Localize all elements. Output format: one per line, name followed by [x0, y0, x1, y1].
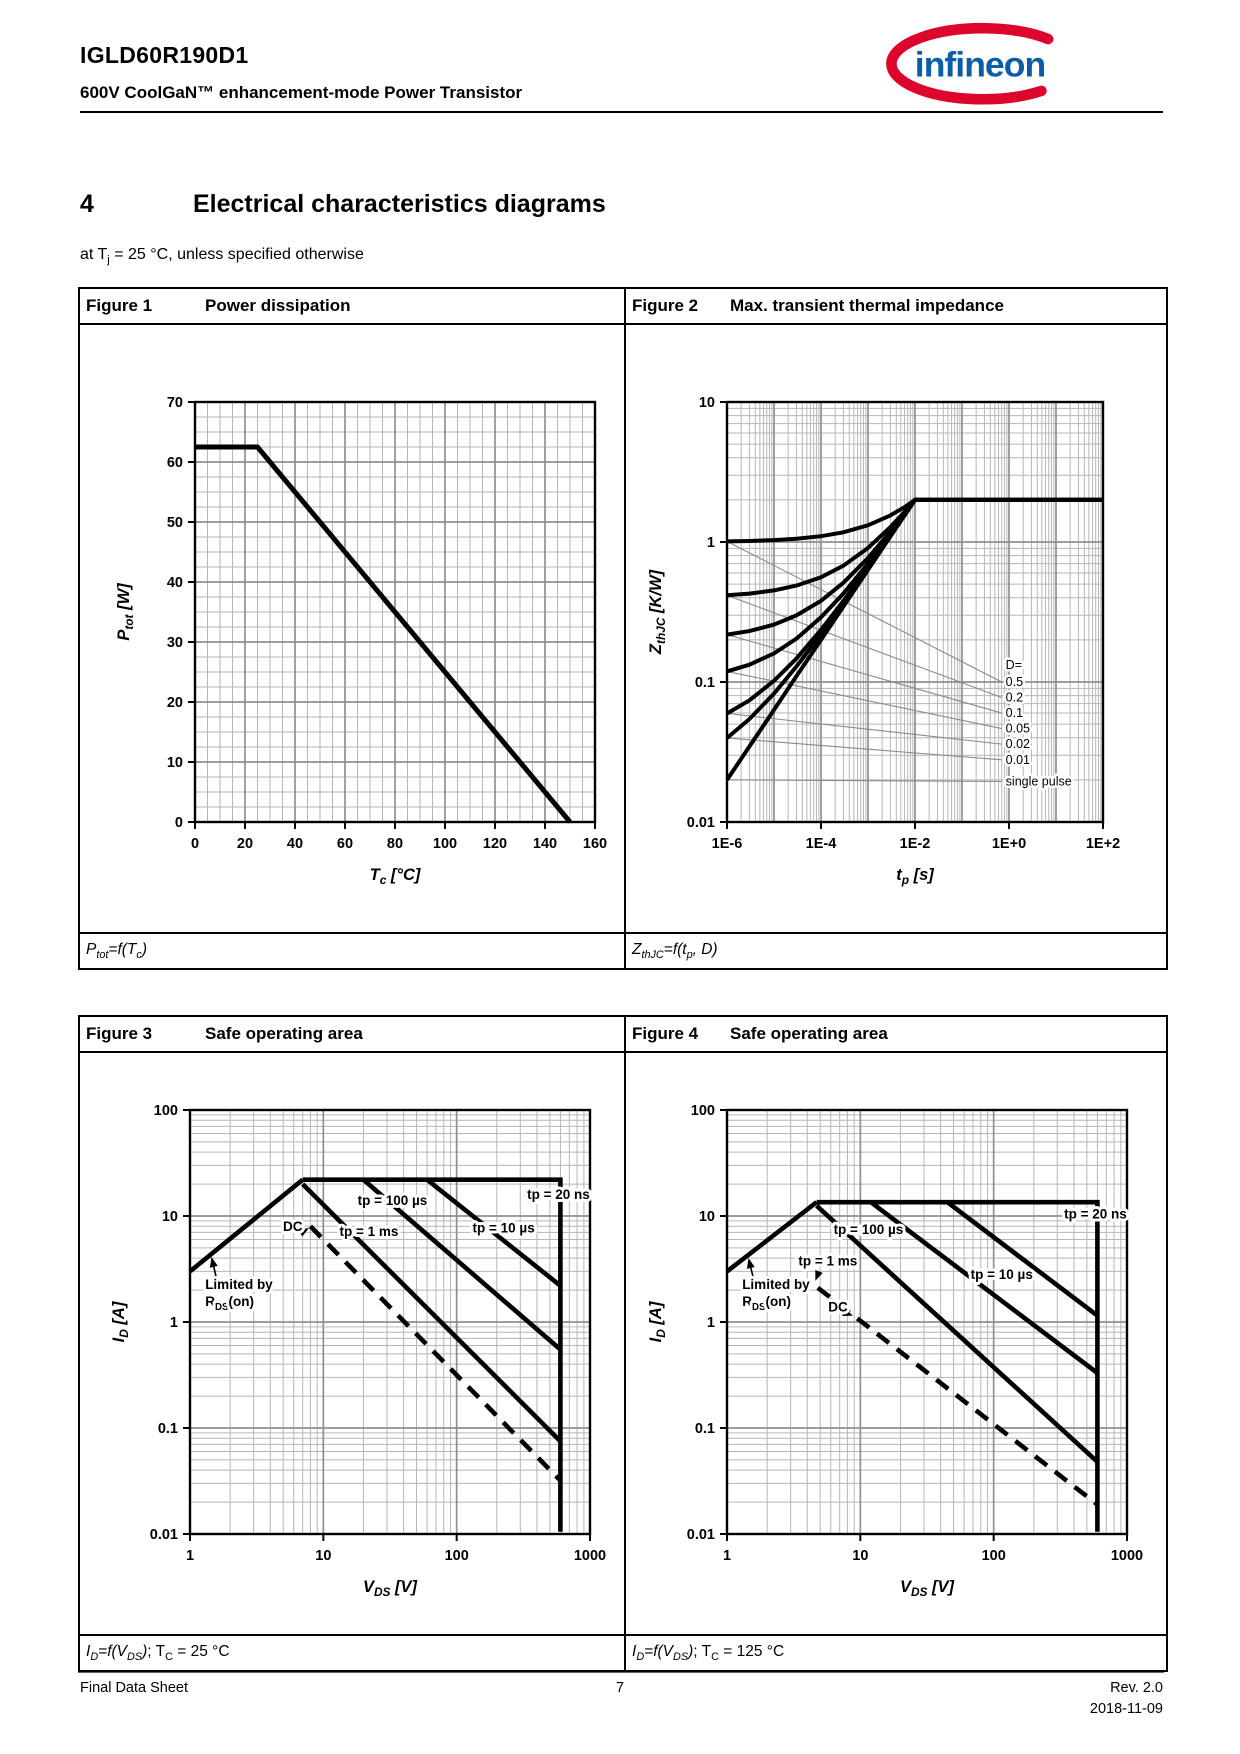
svg-text:20: 20 [166, 695, 183, 711]
svg-text:140: 140 [532, 836, 558, 852]
svg-text:20: 20 [236, 836, 254, 852]
svg-text:80: 80 [386, 836, 404, 852]
svg-text:100: 100 [690, 1103, 715, 1119]
product-subtitle: 600V CoolGaN™ enhancement-mode Power Transistor [80, 83, 523, 102]
svg-text:tp = 1 ms: tp = 1 ms [798, 1253, 858, 1269]
svg-text:100: 100 [444, 1548, 469, 1564]
svg-text:50: 50 [166, 515, 183, 531]
svg-text:1: 1 [185, 1548, 195, 1564]
svg-text:1E-6: 1E-6 [711, 836, 743, 852]
svg-text:DC: DC [828, 1299, 848, 1315]
svg-text:70: 70 [166, 395, 183, 411]
svg-text:60: 60 [166, 455, 183, 471]
figure2-caption-formula: $Z_{thJC}=f(t_p$, D) [632, 941, 718, 962]
svg-text:tp = 10 µs: tp = 10 µs [472, 1220, 535, 1236]
soa-25c-chart [80, 1049, 620, 1630]
svg-text:1000: 1000 [1110, 1548, 1144, 1564]
svg-text:60: 60 [336, 836, 354, 852]
svg-text:single pulse: single pulse [1005, 774, 1072, 789]
soa-125c-chart [624, 1049, 1162, 1630]
section-title: Electrical characteristics diagrams [193, 190, 606, 218]
caption-row-rule [80, 932, 1166, 934]
svg-text:1: 1 [722, 1548, 732, 1564]
section-condition: at $T_j = 25$ °C, unless specified otherwise [80, 246, 364, 267]
caption-row-rule [80, 1634, 1166, 1636]
svg-text:10: 10 [698, 395, 715, 411]
svg-text:0.01: 0.01 [686, 815, 715, 831]
svg-text:120: 120 [482, 836, 508, 852]
footer-doc-type: Final Data Sheet [80, 1680, 189, 1696]
svg-text:VDS [V]: $V_{DS}$ [V] [362, 1578, 418, 1599]
svg-text:100: 100 [153, 1103, 178, 1119]
svg-text:ID [A]: $I_D$ [A] [110, 1301, 131, 1343]
svg-text:0: 0 [190, 836, 200, 852]
figure3-caption-formula: $I_D=f(V_{DS})$ [86, 1643, 148, 1664]
svg-text:0.5: 0.5 [1005, 675, 1024, 689]
svg-text:10: 10 [852, 1548, 869, 1564]
section-number: 4 [80, 190, 94, 218]
svg-text:0.1: 0.1 [1005, 706, 1024, 721]
svg-text:DC: DC [283, 1219, 303, 1235]
svg-text:10: 10 [166, 755, 183, 771]
svg-text:tp [s]: $t_p$ [s] [896, 866, 934, 887]
svg-text:1E-4: 1E-4 [805, 836, 837, 852]
svg-text:100: 100 [981, 1548, 1006, 1564]
svg-text:Tc [°C]: $T_c$ [°C] [369, 866, 421, 887]
footer-page-number: 7 [615, 1680, 625, 1696]
svg-text:40: 40 [166, 575, 183, 591]
svg-text:tp = 10 µs: tp = 10 µs [970, 1266, 1033, 1282]
svg-text:0.01: 0.01 [149, 1527, 178, 1543]
svg-text:tp = 100 µs: tp = 100 µs [357, 1192, 428, 1208]
figure4-caption: $I_D=f(V_{DS})$; $T_C = 125$ °C [632, 1643, 785, 1664]
svg-text:1: 1 [169, 1315, 178, 1331]
figure3-caption: $I_D=f(V_{DS})$; $T_C = 25$ °C [86, 1643, 230, 1664]
svg-text:ZthJC [K/W]: $Z_{thJC}$ [K/W] [647, 569, 668, 655]
figure2-title: Max. transient thermal impedance [730, 296, 1004, 315]
svg-text:tp = 20 ns: tp = 20 ns [527, 1186, 590, 1202]
infineon-logo [884, 22, 1076, 106]
svg-text:0.05: 0.05 [1005, 721, 1031, 736]
figure1-caption [86, 941, 147, 961]
footer-revision: Rev. 2.0 [1110, 1680, 1163, 1696]
figure1-label: Figure 1 [86, 296, 153, 315]
svg-text:0: 0 [174, 815, 183, 831]
svg-text:VDS [V]: $V_{DS}$ [V] [899, 1578, 955, 1599]
svg-text:1000: 1000 [573, 1548, 607, 1564]
figure4-label: Figure 4 [632, 1024, 699, 1043]
header-rule [80, 111, 1163, 113]
svg-text:1E+2: 1E+2 [1085, 836, 1121, 852]
svg-text:0.01: 0.01 [686, 1527, 715, 1543]
svg-text:Limited byRDS(on): Limited by $R_{DS}(on)$ [205, 1276, 273, 1313]
svg-text:0.02: 0.02 [1005, 737, 1031, 752]
svg-text:10: 10 [161, 1209, 178, 1225]
svg-text:160: 160 [582, 836, 608, 852]
svg-text:1: 1 [706, 535, 715, 551]
figure4-caption-formula: $I_D=f(V_{DS})$ [632, 1643, 694, 1664]
footer-rule [78, 1672, 1164, 1673]
svg-text:40: 40 [286, 836, 304, 852]
svg-text:Ptot [W]: $P_{tot}$ [W] [115, 583, 136, 641]
svg-text:D=: D= [1005, 658, 1023, 673]
svg-text:10: 10 [315, 1548, 332, 1564]
svg-text:tp = 20 ns: tp = 20 ns [1064, 1206, 1127, 1222]
svg-text:10: 10 [698, 1209, 715, 1225]
svg-text:1: 1 [706, 1315, 715, 1331]
figure1-caption-formula: $P_{tot}=f(T_c)$ [86, 941, 147, 962]
svg-text:0.1: 0.1 [694, 1421, 715, 1437]
thermal-impedance-chart [624, 321, 1162, 927]
svg-text:1E-2: 1E-2 [899, 836, 931, 852]
svg-text:0.1: 0.1 [157, 1421, 178, 1437]
svg-text:0.2: 0.2 [1005, 690, 1024, 705]
svg-text:0.01: 0.01 [1005, 752, 1031, 767]
product-title: IGLD60R190D1 [80, 42, 249, 68]
footer-date: 2018-11-09 [1089, 1701, 1163, 1717]
figure4-title: Safe operating area [730, 1024, 888, 1043]
svg-text:ID [A]: $I_D$ [A] [647, 1301, 668, 1343]
svg-text:tp = 100 µs: tp = 100 µs [833, 1221, 904, 1237]
figure2-label: Figure 2 [632, 296, 699, 315]
svg-text:tp = 1 ms: tp = 1 ms [339, 1223, 399, 1239]
power-dissipation-chart [80, 321, 620, 927]
logo-wordmark: infineon [914, 44, 1046, 85]
svg-text:100: 100 [432, 836, 458, 852]
svg-text:30: 30 [166, 635, 183, 651]
figure1-title: Power dissipation [205, 296, 351, 315]
svg-text:1E+0: 1E+0 [991, 836, 1027, 852]
svg-text:0.1: 0.1 [694, 675, 715, 691]
figure3-label: Figure 3 [86, 1024, 153, 1043]
figure2-caption [632, 941, 718, 961]
figure3-title: Safe operating area [205, 1024, 363, 1043]
svg-text:Limited byRDS(on): Limited by $R_{DS}(on)$ [742, 1276, 810, 1313]
